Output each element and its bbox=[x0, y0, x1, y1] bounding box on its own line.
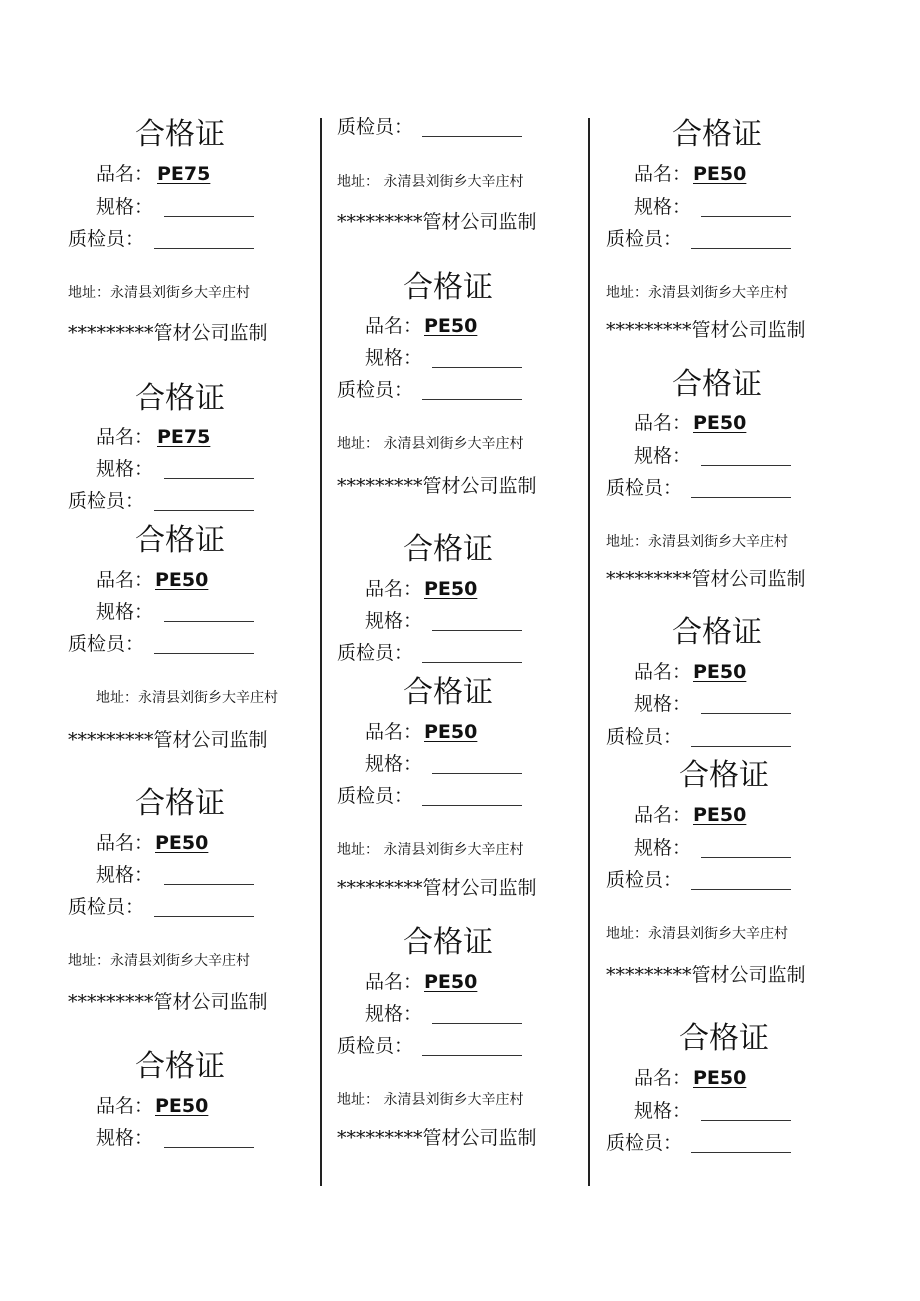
inspector-label: 质检员： bbox=[337, 379, 414, 401]
inspector-label: 质检员： bbox=[606, 726, 683, 748]
product-name-value: PE50 bbox=[155, 569, 209, 591]
spec-blank bbox=[164, 478, 254, 479]
certificate-title: 合格证 bbox=[403, 532, 493, 567]
spec-blank bbox=[701, 713, 791, 714]
spec-label: 规格： bbox=[365, 610, 423, 632]
inspector-label: 质检员： bbox=[606, 1132, 683, 1154]
inspector-blank bbox=[422, 662, 522, 663]
certificate-title: 合格证 bbox=[672, 117, 762, 152]
certificate-title: 合格证 bbox=[403, 675, 493, 710]
product-name-value: PE75 bbox=[157, 426, 211, 448]
address: 地址：永清县刘街乡大辛庄村 bbox=[68, 285, 250, 301]
spec-label: 规格： bbox=[96, 1127, 154, 1149]
inspector-blank bbox=[154, 248, 254, 249]
product-name-label: 品名： bbox=[365, 971, 423, 993]
product-name-label: 品名： bbox=[365, 315, 423, 337]
product-name-label: 品名： bbox=[96, 569, 154, 591]
inspector-label: 质检员： bbox=[68, 633, 145, 655]
product-name-label: 品名： bbox=[634, 163, 692, 185]
certificate-title: 合格证 bbox=[672, 367, 762, 402]
inspector-blank bbox=[691, 746, 791, 747]
spec-label: 规格： bbox=[634, 693, 692, 715]
certificate-title: 合格证 bbox=[679, 758, 769, 793]
manufacturer-footer: *********管材公司监制 bbox=[606, 964, 806, 986]
inspector-label: 质检员： bbox=[337, 785, 414, 807]
certificate-title: 合格证 bbox=[135, 117, 225, 152]
spec-blank bbox=[432, 773, 522, 774]
spec-blank bbox=[164, 621, 254, 622]
inspector-blank bbox=[691, 497, 791, 498]
spec-label: 规格： bbox=[96, 601, 154, 623]
product-name-value: PE50 bbox=[155, 832, 209, 854]
manufacturer-footer: *********管材公司监制 bbox=[606, 319, 806, 341]
certificate-title: 合格证 bbox=[679, 1021, 769, 1056]
inspector-blank bbox=[154, 916, 254, 917]
product-name-label: 品名： bbox=[634, 804, 692, 826]
product-name-value: PE50 bbox=[693, 1067, 747, 1089]
certificate-title: 合格证 bbox=[403, 270, 493, 305]
spec-blank bbox=[432, 630, 522, 631]
manufacturer-footer: *********管材公司监制 bbox=[337, 211, 537, 233]
inspector-label: 质检员： bbox=[606, 869, 683, 891]
manufacturer-footer: *********管材公司监制 bbox=[337, 1127, 537, 1149]
spec-blank bbox=[701, 857, 791, 858]
inspector-blank bbox=[154, 510, 254, 511]
product-name-label: 品名： bbox=[365, 578, 423, 600]
inspector-blank bbox=[422, 1055, 522, 1056]
manufacturer-footer: *********管材公司监制 bbox=[68, 991, 268, 1013]
inspector-label: 质检员： bbox=[68, 896, 145, 918]
spec-label: 规格： bbox=[365, 1003, 423, 1025]
product-name-label: 品名： bbox=[96, 163, 154, 185]
address: 地址：永清县刘街乡大辛庄村 bbox=[96, 690, 278, 706]
inspector-blank bbox=[691, 889, 791, 890]
product-name-value: PE50 bbox=[424, 315, 478, 337]
certificate-title: 合格证 bbox=[135, 523, 225, 558]
inspector-label: 质检员： bbox=[606, 477, 683, 499]
column-divider-1 bbox=[320, 118, 322, 1186]
spec-blank bbox=[164, 884, 254, 885]
address: 地址： 永清县刘街乡大辛庄村 bbox=[337, 174, 524, 190]
spec-blank bbox=[701, 465, 791, 466]
inspector-blank bbox=[422, 399, 522, 400]
spec-label: 规格： bbox=[96, 196, 154, 218]
product-name-label: 品名： bbox=[96, 832, 154, 854]
product-name-value: PE50 bbox=[693, 412, 747, 434]
product-name-value: PE50 bbox=[693, 661, 747, 683]
manufacturer-footer: *********管材公司监制 bbox=[68, 729, 268, 751]
inspector-label: 质检员： bbox=[337, 642, 414, 664]
product-name-label: 品名： bbox=[96, 426, 154, 448]
spec-label: 规格： bbox=[634, 196, 692, 218]
spec-label: 规格： bbox=[365, 347, 423, 369]
manufacturer-footer: *********管材公司监制 bbox=[606, 568, 806, 590]
inspector-blank bbox=[691, 248, 791, 249]
spec-blank bbox=[701, 216, 791, 217]
spec-label: 规格： bbox=[96, 458, 154, 480]
address: 地址：永清县刘街乡大辛庄村 bbox=[606, 285, 788, 301]
inspector-blank bbox=[422, 805, 522, 806]
inspector-label: 质检员： bbox=[337, 1035, 414, 1057]
inspector-label: 质检员： bbox=[68, 490, 145, 512]
inspector-blank bbox=[691, 1152, 791, 1153]
spec-blank bbox=[432, 1023, 522, 1024]
product-name-value: PE50 bbox=[155, 1095, 209, 1117]
address: 地址：永清县刘街乡大辛庄村 bbox=[68, 953, 250, 969]
certificate-title: 合格证 bbox=[135, 1049, 225, 1084]
spec-blank bbox=[432, 367, 522, 368]
address: 地址： 永清县刘街乡大辛庄村 bbox=[337, 1092, 524, 1108]
product-name-label: 品名： bbox=[96, 1095, 154, 1117]
spec-label: 规格： bbox=[634, 1100, 692, 1122]
inspector-label: 质检员： bbox=[337, 116, 414, 138]
product-name-value: PE50 bbox=[693, 163, 747, 185]
product-name-value: PE50 bbox=[693, 804, 747, 826]
spec-blank bbox=[164, 216, 254, 217]
certificate-title: 合格证 bbox=[135, 381, 225, 416]
product-name-value: PE50 bbox=[424, 578, 478, 600]
column-divider-2 bbox=[588, 118, 590, 1186]
spec-label: 规格： bbox=[634, 837, 692, 859]
spec-blank bbox=[701, 1120, 791, 1121]
address: 地址： 永清县刘街乡大辛庄村 bbox=[337, 436, 524, 452]
address: 地址：永清县刘街乡大辛庄村 bbox=[606, 534, 788, 550]
product-name-label: 品名： bbox=[634, 661, 692, 683]
certificate-title: 合格证 bbox=[403, 925, 493, 960]
address: 地址： 永清县刘街乡大辛庄村 bbox=[337, 842, 524, 858]
inspector-blank bbox=[422, 136, 522, 137]
spec-blank bbox=[164, 1147, 254, 1148]
manufacturer-footer: *********管材公司监制 bbox=[337, 475, 537, 497]
product-name-label: 品名： bbox=[634, 412, 692, 434]
product-name-value: PE50 bbox=[424, 721, 478, 743]
inspector-blank bbox=[154, 653, 254, 654]
certificate-title: 合格证 bbox=[135, 786, 225, 821]
address: 地址：永清县刘街乡大辛庄村 bbox=[606, 926, 788, 942]
certificate-title: 合格证 bbox=[672, 615, 762, 650]
inspector-label: 质检员： bbox=[68, 228, 145, 250]
manufacturer-footer: *********管材公司监制 bbox=[337, 877, 537, 899]
spec-label: 规格： bbox=[365, 753, 423, 775]
product-name-value: PE75 bbox=[157, 163, 211, 185]
inspector-label: 质检员： bbox=[606, 228, 683, 250]
product-name-label: 品名： bbox=[365, 721, 423, 743]
spec-label: 规格： bbox=[634, 445, 692, 467]
manufacturer-footer: *********管材公司监制 bbox=[68, 322, 268, 344]
product-name-label: 品名： bbox=[634, 1067, 692, 1089]
spec-label: 规格： bbox=[96, 864, 154, 886]
product-name-value: PE50 bbox=[424, 971, 478, 993]
